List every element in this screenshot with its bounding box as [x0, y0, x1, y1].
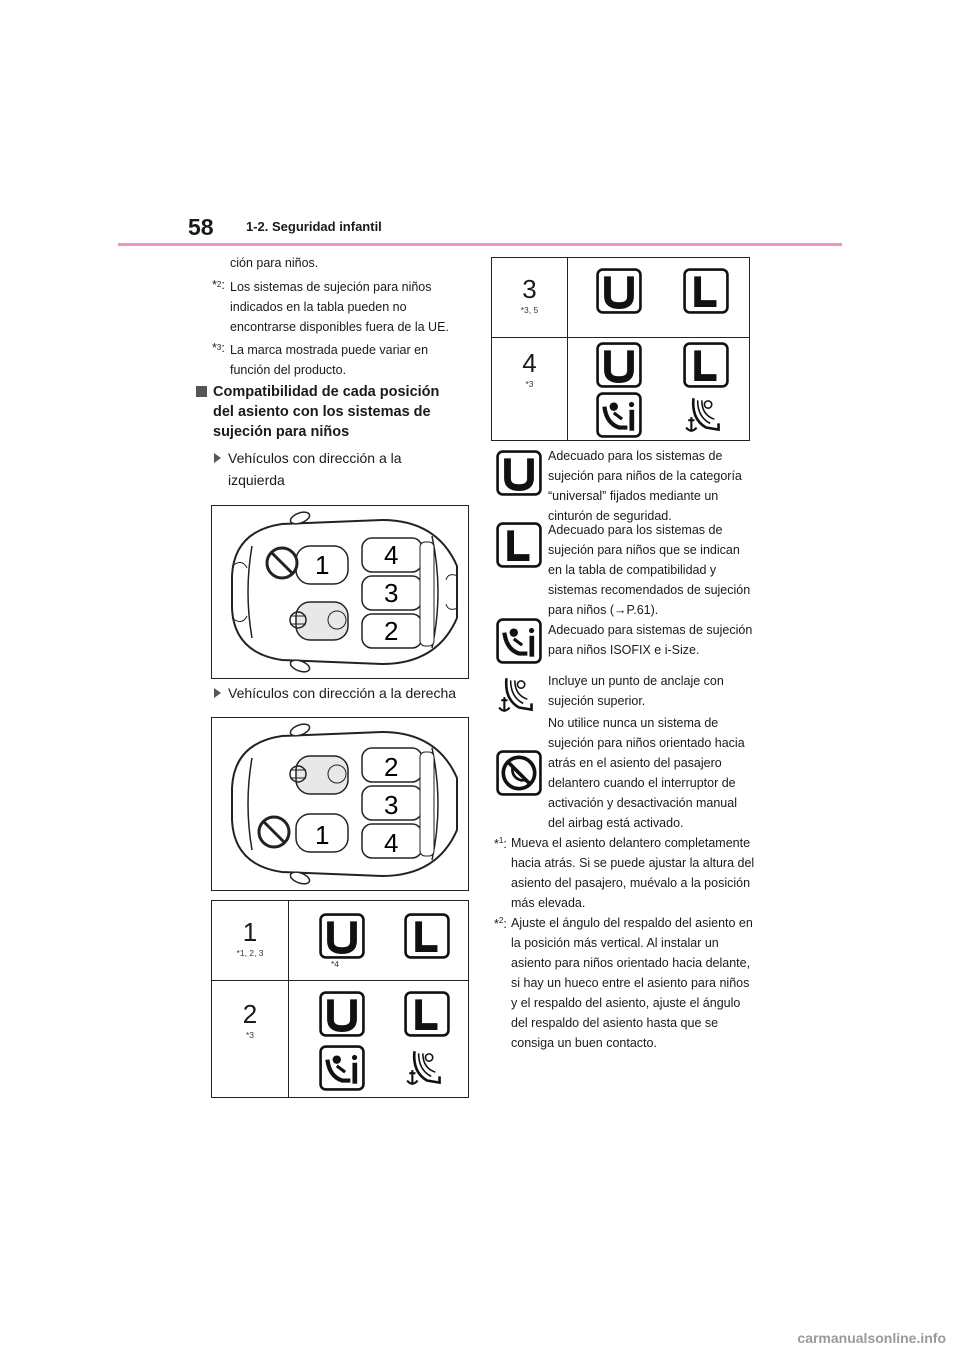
seat-footnote: *3 — [245, 1030, 255, 1040]
compat-cell-4 — [568, 338, 750, 441]
seat-number: 4 — [384, 828, 399, 858]
header-rule — [118, 243, 842, 246]
subheading-text: Vehículos con dirección a la derecha — [228, 685, 457, 701]
note-marker: *$^2$: — [212, 278, 225, 292]
car-rhd-svg — [212, 718, 468, 890]
legend-limited: Adecuado para los sistemas de sujeción para niños que se indican en la tabla de compatibilidad y sistemas recomendados de sujeción para niños (→P.61). — [548, 523, 751, 617]
limited-l-icon — [496, 522, 542, 568]
car-diagram-rhd — [211, 717, 469, 891]
seat-number: 3 — [522, 274, 537, 304]
compat-cell-1 — [289, 901, 469, 981]
seat-cell-3 — [492, 258, 568, 338]
seat-number: 1 — [242, 917, 258, 947]
seat-footnote: *3 — [525, 379, 534, 389]
note-3 — [212, 340, 466, 380]
section-title: 1-2. Seguridad infantil — [246, 219, 382, 234]
heading-text: Compatibilidad de cada posición del asiento con los sistemas de sujeción para niños — [213, 384, 440, 440]
seat-number: 1 — [315, 820, 330, 850]
car-diagram-lhd — [211, 505, 469, 679]
note-text: La marca mostrada puede variar en función del producto. — [230, 343, 429, 377]
seat-number: 1 — [315, 550, 330, 580]
seat-cell-2 — [212, 981, 289, 1098]
seat-number: 4 — [522, 348, 537, 378]
car-lhd-svg — [212, 506, 468, 678]
compat-heading — [213, 382, 463, 442]
footnote-text: Mueva el asiento delantero completamente hacia atrás. Si se puede ajustar la altura del asiento del pasajero, muévalo a la posición más elevada. — [511, 836, 755, 910]
legend-isofix: Adecuado para sistemas de sujeción para niños ISOFIX e i-Size. — [548, 623, 753, 657]
seat-number: 2 — [384, 752, 399, 782]
icon-footnote: *4 — [331, 959, 340, 969]
seat-table-left — [211, 900, 469, 1098]
footnote-2 — [494, 913, 756, 1053]
compat-cell-2 — [289, 981, 469, 1098]
limited-l-icon — [404, 913, 450, 959]
seat-number: 3 — [384, 790, 399, 820]
limited-l-icon — [683, 342, 729, 388]
note-marker: *$^3$: — [212, 341, 225, 355]
seat-number: 2 — [242, 999, 258, 1029]
top-tether-anchor-icon — [404, 1045, 450, 1091]
compat-cell-3 — [568, 258, 750, 338]
universal-u-icon — [596, 342, 642, 388]
isofix-seat-icon — [319, 1045, 365, 1091]
legend-universal: Adecuado para los sistemas de sujeción para niños de la categoría “universal” fijados mediante un cinturón de seguridad. — [548, 449, 742, 523]
seat-number: 4 — [384, 540, 399, 570]
seat-number: 3 — [384, 578, 399, 608]
legend-anchor: Incluye un punto de anclaje con sujeción superior. — [548, 674, 724, 708]
note-text: Los sistemas de sujeción para niños indicados en la tabla pueden no encontrarse disponibles fuera de la UE. — [230, 280, 449, 334]
watermark: carmanualsonline.info — [797, 1330, 946, 1346]
footnote-marker: *$^1$: — [494, 836, 507, 852]
page-number: 58 — [188, 214, 214, 240]
isofix-seat-icon — [496, 618, 542, 664]
limited-l-icon — [683, 268, 729, 314]
legend-no-airbag: No utilice nunca un sistema de sujeción para niños orientado hacia atrás en el asiento del pasajero delantero cuando el interruptor de activación y desactivación manual del airbag está activado. — [548, 716, 745, 830]
triangle-bullet-icon — [214, 688, 221, 698]
seat-table-right — [491, 257, 750, 441]
square-bullet-icon — [196, 386, 207, 397]
seat-footnote: *3, 5 — [520, 305, 539, 315]
triangle-bullet-icon — [214, 453, 221, 463]
subheading-lhd — [228, 447, 438, 491]
continued-text: ción para niños. — [230, 256, 319, 270]
seat-cell-1 — [212, 901, 289, 981]
top-tether-anchor-icon — [496, 672, 542, 718]
universal-u-icon — [319, 991, 365, 1037]
note-2 — [212, 277, 466, 337]
isofix-seat-icon — [596, 392, 642, 438]
universal-u-icon — [596, 268, 642, 314]
universal-u-icon — [319, 913, 365, 959]
seat-footnote: *1, 2, 3 — [236, 948, 264, 958]
top-tether-anchor-icon — [683, 392, 729, 438]
seat-number: 2 — [384, 616, 399, 646]
footnote-marker: *$^2$: — [494, 916, 507, 932]
footnote-text: Ajuste el ángulo del respaldo del asiento en la posición más vertical. Al instalar un asiento para niños orientado hacia delante, si hay un hueco entre el asiento para niños y el respaldo del asiento, ajuste el ángulo del respaldo del asiento hasta que se consiga un buen contacto. — [511, 916, 753, 1050]
limited-l-icon — [404, 991, 450, 1037]
no-rear-facing-icon — [496, 750, 542, 796]
subheading-text: Vehículos con dirección a la izquierda — [228, 450, 402, 488]
subheading-rhd — [228, 682, 478, 704]
footnote-1 — [494, 833, 756, 913]
universal-u-icon — [496, 450, 542, 496]
seat-cell-4 — [492, 338, 568, 441]
